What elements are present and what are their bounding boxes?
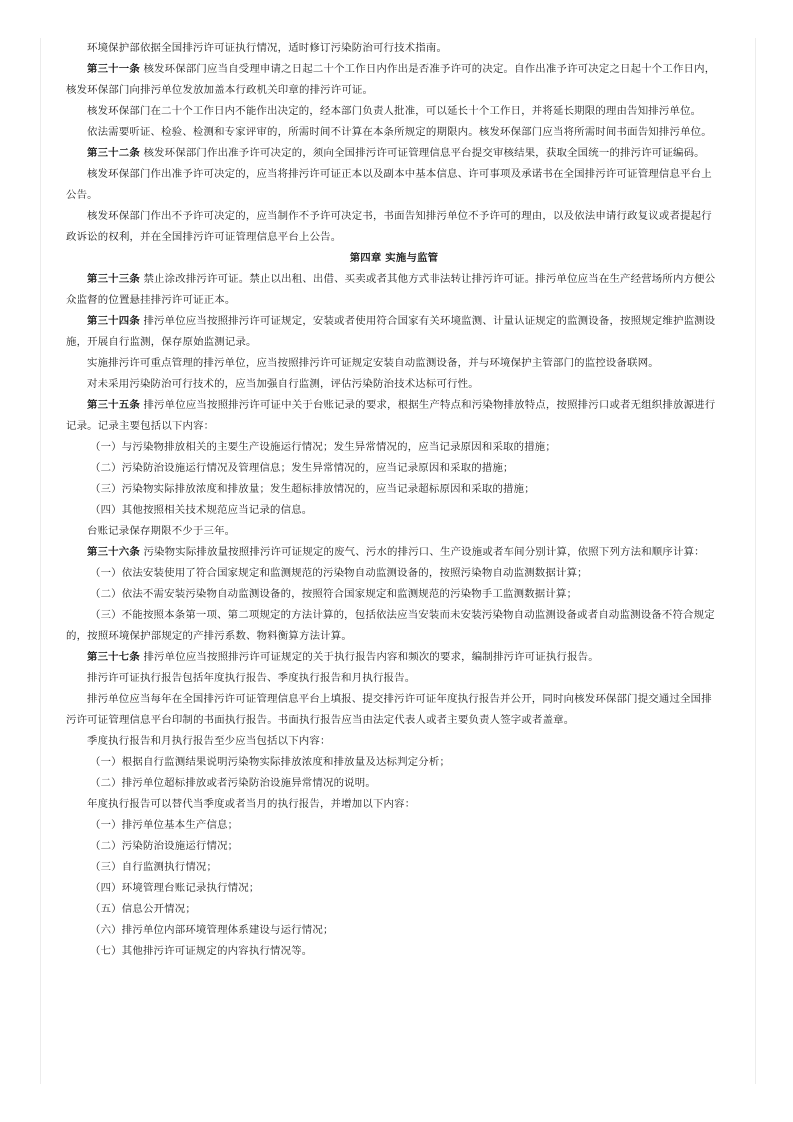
paragraph-text: （三）污染物实际排放浓度和排放量；发生超标排放情况的，应当记录超标原因和采取的措施； [90,483,535,495]
paragraph-text: 禁止涂改排污许可证。禁止以出租、出借、买卖或者其他方式非法转让排污许可证。排污单位应当在生产经营场所内方便公众监督的位置悬挂排污许可证正本。 [66,273,716,306]
paragraph-text: （二）污染防治设施运行情况及管理信息；发生异常情况的，应当记录原因和采取的措施； [90,462,514,474]
paragraph-text: 核发环保部门作出准予许可决定的，须向全国排污许可证管理信息平台提交审核结果，获取全国统一的排污许可证编码。 [139,147,705,159]
list-item [66,584,722,605]
paragraph-text: 排污单位应当按照排污许可证中关于台账记录的要求，根据生产特点和污染物排放特点，按照排污口或者无组织排放源进行记录。记录主要包括以下内容： [66,399,716,432]
paragraph-text: 污染物实际排放量按照排污许可证规定的废气、污水的排污口、生产设施或者车间分别计算，依照下列方法和顺序计算： [139,546,705,558]
page-edge-left [40,38,41,1084]
paragraph-text: （二）污染防治设施运行情况； [90,840,239,852]
paragraph [66,101,722,122]
page-edge-right [755,38,756,1084]
paragraph-text: 排污许可证执行报告包括年度执行报告、季度执行报告和月执行报告。 [87,672,416,684]
document-body [66,38,722,962]
article-number: 第三十四条 [87,315,140,327]
paragraph [66,59,722,101]
article-number: 第三十三条 [87,273,140,285]
paragraph-text: 第四章 实施与监管 [349,252,439,264]
paragraph [66,374,722,395]
paragraph-text: （三）不能按照本条第一项、第二项规定的方法计算的，包括依法应当安装而未安装污染物自动监测设备或者自动监测设备不符合规定的，按照环境保护部规定的产排污系数、物料衡算方法计算。 [66,609,715,642]
article-number: 第三十七条 [87,651,140,663]
article-number: 第三十五条 [87,399,140,411]
paragraph-text: （四）环境管理台账记录执行情况； [90,882,260,894]
paragraph-text: 依法需要听证、检验、检测和专家评审的，所需时间不计算在本条所规定的期限内。核发环保部门应当将所需时间书面告知排污单位。 [87,126,712,138]
paragraph-text: （二）依法不需安装污染物自动监测设备的，按照符合国家规定和监测规范的污染物手工监测数据计算； [90,588,578,600]
list-item [66,500,722,521]
paragraph [66,122,722,143]
paragraph-text: 年度执行报告可以替代当季度或者当月的执行报告，并增加以下内容： [87,798,416,810]
paragraph [66,164,722,206]
article-number: 第三十一条 [87,63,140,75]
paragraph [66,542,722,563]
paragraph-text: 核发环保部门在二十个工作日内不能作出决定的，经本部门负责人批准，可以延长十个工作日，并将延长期限的理由告知排污单位。 [87,105,702,117]
paragraph-text: （四）其他按照相关技术规范应当记录的信息。 [90,504,313,516]
paragraph-text: （一）排污单位基本生产信息； [90,819,239,831]
paragraph-text: 实施排污许可重点管理的排污单位，应当按照排污许可证规定安装自动监测设备，并与环境保护主管部门的监控设备联网。 [87,357,659,369]
paragraph [66,311,722,353]
paragraph-text: （二）排污单位超标排放或者污染防治设施异常情况的说明。 [90,777,376,789]
list-item [66,437,722,458]
list-item [66,836,722,857]
list-item [66,752,722,773]
paragraph [66,353,722,374]
article-number: 第三十六条 [87,546,140,558]
paragraph-text: （五）信息公开情况； [90,903,196,915]
paragraph [66,647,722,668]
chapter-heading [66,248,722,269]
list-item [66,899,722,920]
paragraph-text: 排污单位应当每年在全国排污许可证管理信息平台上填报、提交排污许可证年度执行报告并公开，同时向核发环保部门提交通过全国排污许可证管理信息平台印制的书面执行报告。书面执行报告应当由法定代表人或者主要负责人签字或者盖章。 [66,693,712,726]
paragraph-text: （一）与污染物排放相关的主要生产设施运行情况；发生异常情况的，应当记录原因和采取的措施； [90,441,556,453]
list-item [66,563,722,584]
list-item [66,920,722,941]
paragraph-text: 排污单位应当按照排污许可证规定，安装或者使用符合国家有关环境监测、计量认证规定的监测设备，按照规定维护监测设施，开展自行监测，保存原始监测记录。 [66,315,716,348]
list-item [66,479,722,500]
paragraph [66,794,722,815]
article-number: 第三十二条 [87,147,140,159]
list-item [66,857,722,878]
paragraph [66,521,722,542]
paragraph-text: 环境保护部依据全国排污许可证执行情况，适时修订污染防治可行技术指南。 [87,42,448,54]
paragraph-text: （六）排污单位内部环境管理体系建设与运行情况； [90,924,334,936]
paragraph-text: 核发环保部门应当自受理申请之日起二十个工作日内作出是否准予许可的决定。自作出准予许可决定之日起十个工作日内，核发环保部门向排污单位发放加盖本行政机关印章的排污许可证。 [66,63,716,96]
list-item [66,773,722,794]
paragraph-text: 排污单位应当按照排污许可证规定的关于执行报告内容和频次的要求，编制排污许可证执行报告。 [139,651,599,663]
paragraph [66,731,722,752]
paragraph-text: 季度执行报告和月执行报告至少应当包括以下内容： [87,735,331,747]
list-item [66,878,722,899]
list-item [66,941,722,962]
paragraph-text: 核发环保部门作出准予许可决定的，应当将排污许可证正本以及副本中基本信息、许可事项及承诺书在全国排污许可证管理信息平台上公告。 [66,168,712,201]
list-item [66,815,722,836]
list-item [66,458,722,479]
paragraph [66,269,722,311]
paragraph-text: （七）其他排污许可证规定的内容执行情况等。 [90,945,313,957]
paragraph [66,143,722,164]
paragraph [66,395,722,437]
paragraph-text: 对未采用污染防治可行技术的，应当加强自行监测，评估污染防治技术达标可行性。 [87,378,479,390]
paragraph [66,206,722,248]
paragraph [66,689,722,731]
paragraph-text: （一）依法安装使用了符合国家规定和监测规范的污染物自动监测设备的，按照污染物自动监测数据计算； [90,567,588,579]
paragraph-text: （一）根据自行监测结果说明污染物实际排放浓度和排放量及达标判定分析； [90,756,451,768]
paragraph-text: （三）自行监测执行情况； [90,861,218,873]
paragraph-text: 台账记录保存期限不少于三年。 [87,525,236,537]
paragraph-text: 核发环保部门作出不予许可决定的，应当制作不予许可决定书，书面告知排污单位不予许可的理由，以及依法申请行政复议或者提起行政诉讼的权利，并在全国排污许可证管理信息平台上公告。 [66,210,712,243]
list-item [66,605,722,647]
paragraph [66,38,722,59]
paragraph [66,668,722,689]
